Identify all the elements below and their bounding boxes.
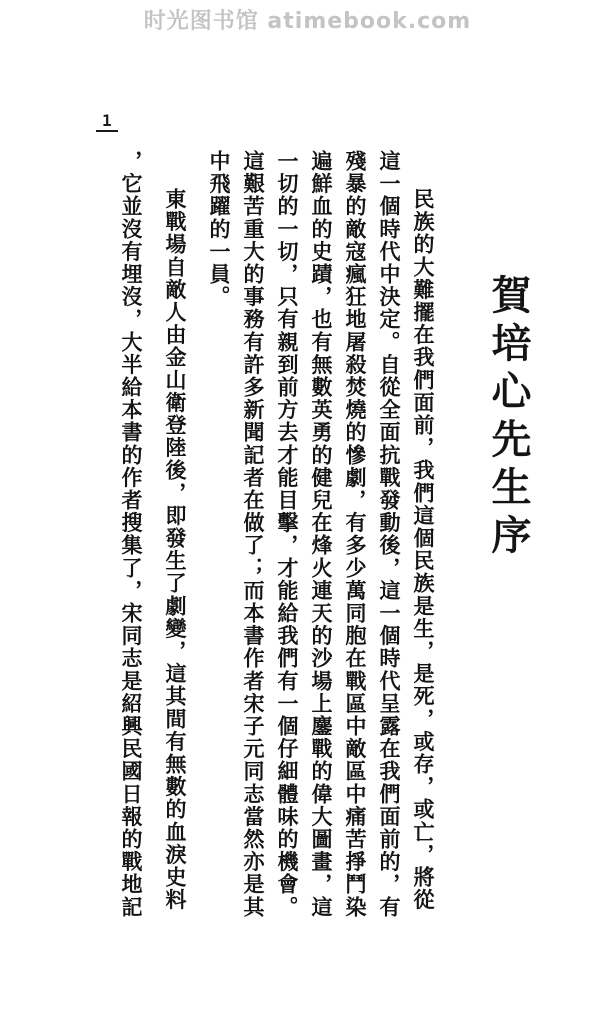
text-column-9: ，它並沒有埋沒，大半給本書的作者搜集了，宋同志是紹興民國日報的戰地記 <box>119 150 144 919</box>
text-column-3: 殘暴的敵寇瘋狂地屠殺焚燒的慘劇，有多少萬同胞在戰區中敵區中痛苦掙鬥染 <box>343 150 368 919</box>
text-column-6: 這艱苦重大的事務有許多新聞記者在做了；而本書作者宋子元同志當然亦是其 <box>241 150 266 919</box>
text-column-2: 這一個時代中決定。自從全面抗戰發動後，這一個時代呈露在我們面前的，有 <box>377 150 402 919</box>
page-number: 1 <box>96 112 118 132</box>
text-column-8: 東戰場自敵人由金山衛登陸後，即發生了劇變，這其間有無數的血淚史料 <box>163 188 188 912</box>
text-column-1: 民族的大難擺在我們面前，我們這個民族是生，是死，或存，或亡，將從 <box>411 188 436 912</box>
text-column-4: 遍鮮血的史蹟，也有無數英勇的健兒在烽火連天的沙場上鏖戰的偉大圖畫，這 <box>309 150 334 919</box>
preface-title: 賀培心先生序 <box>485 274 532 562</box>
watermark: 时光图书馆 atimebook.com <box>143 9 472 34</box>
text-column-7: 中飛躍的一員。 <box>207 150 232 309</box>
text-column-5: 一切的一切，只有親到前方去才能目擊，才能給我們有一個仔細體味的機會。 <box>275 150 300 919</box>
